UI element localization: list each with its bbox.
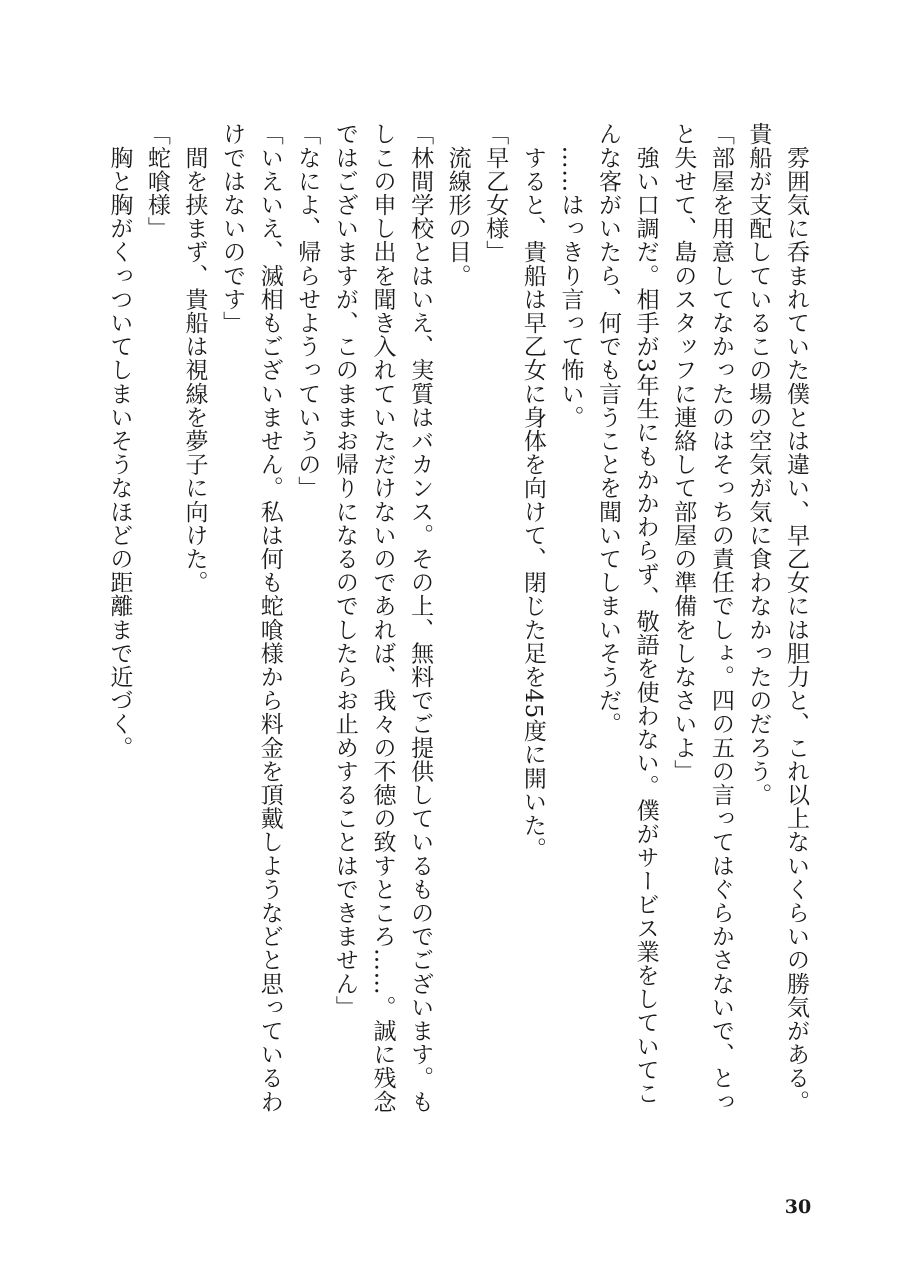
text-line: んな客がいたら、何でも言うことを聞いてしまいそうだ。: [595, 122, 622, 736]
text-line: 流線形の目。: [444, 122, 471, 288]
text-line: 「なによ、帰らせようっていうの」: [294, 122, 321, 500]
text-line: 「林間学校とはいえ、実質はバカンス。その上、無料でご提供しているものでございます。も: [407, 122, 434, 1114]
text-line: と失せて、島のスタッフに連絡して部屋の準備をしなさいよ」: [670, 122, 697, 783]
text-line: 雰囲気に呑まれていた僕とは違い、早乙女には胆力と、これ以上ないくらいの勝気がある。: [783, 122, 809, 1114]
text-line: ではございますが、このままお帰りになるのでしたらお止めすることはできません」: [331, 122, 358, 1019]
text-line: 強い口調だ。相手が3年生にもかかわらず、敬語を使わない。僕がサービス業をしていてこ: [632, 122, 659, 1105]
text-line: 「早乙女様」: [482, 122, 509, 264]
vertical-text-body: [84, 122, 814, 1122]
text-line: 胸と胸がくっついてしまいそうなほどの距離まで近づく。: [106, 122, 133, 760]
page-number: 30: [784, 1196, 812, 1218]
text-line: 「蛇喰様」: [143, 122, 170, 240]
text-line: 間を挟まず、貴船は視線を夢子に向けた。: [181, 122, 208, 594]
text-line: けではないのです」: [219, 122, 246, 335]
text-line: 貴船が支配しているこの場の空気が気に食わなかったのだろう。: [745, 122, 772, 807]
text-line: しこの申し出を聞き入れていただけないのであれば、我々の不徳の致すところ……。誠に残念: [369, 122, 396, 1114]
text-line: 「いえいえ、滅相もございません。私は何も蛇喰様から料金を頂戴しようなどと思っているわ: [256, 122, 283, 1114]
text-line: 「部屋を用意してなかったのはそっちの責任でしょ。四の五の言ってはぐらかさないで、とっ: [707, 122, 734, 1114]
text-line: すると、貴船は早乙女に身体を向けて、閉じた足を45度に開いた。: [519, 122, 546, 861]
text-line: ……はっきり言って怖い。: [557, 122, 584, 429]
